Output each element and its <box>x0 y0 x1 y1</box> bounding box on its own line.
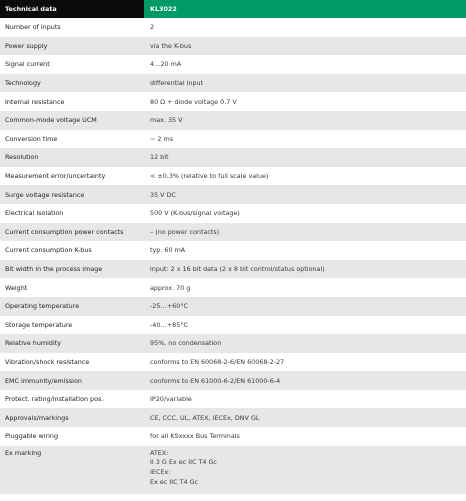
ex-marking-line: IECEx: <box>150 468 171 477</box>
row-value: 4…20 mA <box>150 60 182 69</box>
row-value: differential input <box>150 79 204 88</box>
row-value: conforms to EN 61000-6-2/EN 61000-6-4 <box>150 376 281 385</box>
row-key: Storage temperature <box>5 320 73 329</box>
table-row <box>0 167 466 186</box>
row-key: Common-mode voltage UCM <box>5 116 97 125</box>
row-value: 12 bit <box>150 153 169 162</box>
table-row <box>0 204 466 223</box>
row-value: IP20/variable <box>150 395 192 404</box>
row-key: EMC immunity/emission <box>5 376 82 385</box>
table-row <box>0 260 466 279</box>
row-value: < ±0.3% (relative to full scale value) <box>150 172 269 181</box>
row-key: Ex marking <box>5 448 42 457</box>
row-key: Current consumption power contacts <box>5 227 124 236</box>
row-value: 35 V DC <box>150 190 176 199</box>
row-key: Measurement error/uncertainty <box>5 172 106 181</box>
row-value: CE, CCC, UL, ATEX, IECEx, DNV GL <box>150 413 260 422</box>
table-row <box>0 130 466 149</box>
row-key: Protect. rating/installation pos. <box>5 395 104 404</box>
row-value: – (no power contacts) <box>150 227 220 236</box>
row-value: conforms to EN 60068-2-6/EN 60068-2-27 <box>150 357 285 366</box>
table-row <box>0 92 466 111</box>
table-body <box>0 18 466 446</box>
row-value: for all KSxxxx Bus Terminals <box>150 432 240 441</box>
row-key: Resolution <box>5 153 39 162</box>
header-technical-data: Technical data <box>0 0 144 18</box>
table-row <box>0 55 466 74</box>
row-key: Electrical isolation <box>5 209 64 218</box>
ex-marking-line: ATEX: <box>150 448 169 457</box>
row-value: input: 2 x 16 bit data (2 x 8 bit control/status optional) <box>150 265 325 274</box>
row-value: 500 V (K-bus/signal voltage) <box>150 209 240 218</box>
row-value: max. 35 V <box>150 116 183 125</box>
row-key: Weight <box>5 283 28 292</box>
row-key: Vibration/shock resistance <box>5 357 90 366</box>
row-key: Number of inputs <box>5 23 61 32</box>
row-key: Signal current <box>5 60 50 69</box>
ex-marking-line: Ex ec IIC T4 Gc <box>150 478 199 487</box>
table-row <box>0 408 466 427</box>
table-row <box>0 316 466 335</box>
row-key: Relative humidity <box>5 339 62 348</box>
table-row <box>0 353 466 372</box>
row-value: typ. 60 mA <box>150 246 186 255</box>
row-value: 95%, no condensation <box>150 339 222 348</box>
row-value: via the K-bus <box>150 41 192 50</box>
row-value: approx. 70 g <box>150 283 191 292</box>
row-value <box>144 449 466 488</box>
row-value: ~ 2 ms <box>150 134 174 143</box>
row-key: Surge voltage resistance <box>5 190 85 199</box>
row-value: -40…+85°C <box>150 320 188 329</box>
table-row <box>0 334 466 353</box>
table-row <box>0 390 466 409</box>
row-key: Operating temperature <box>5 302 80 311</box>
table-row <box>0 371 466 390</box>
table-row <box>0 223 466 242</box>
table-row-ex-marking <box>0 446 466 494</box>
row-key: Bit width in the process image <box>5 265 103 274</box>
row-value: -25…+60°C <box>150 302 188 311</box>
table-row <box>0 185 466 204</box>
table-row <box>0 297 466 316</box>
table-row <box>0 74 466 93</box>
header-product-name: KL3022 <box>144 0 466 18</box>
table-row <box>0 278 466 297</box>
table-row <box>0 111 466 130</box>
table-row <box>0 241 466 260</box>
row-key: Power supply <box>5 41 48 50</box>
row-key: Internal resistance <box>5 97 65 106</box>
table-row <box>0 427 466 446</box>
table-header <box>0 0 466 18</box>
table-row <box>0 148 466 167</box>
row-key: Conversion time <box>5 134 58 143</box>
row-value: 80 Ω + diode voltage 0.7 V <box>150 97 237 106</box>
table-row <box>0 37 466 56</box>
table-row <box>0 18 466 37</box>
row-key: Pluggable wiring <box>5 432 59 441</box>
row-key: Current consumption K-bus <box>5 246 92 255</box>
ex-marking-line: II 3 G Ex ec IIC T4 Gc <box>150 458 217 467</box>
row-key: Approvals/markings <box>5 413 69 422</box>
row-value: 2 <box>150 23 155 32</box>
row-key: Technology <box>5 79 41 88</box>
